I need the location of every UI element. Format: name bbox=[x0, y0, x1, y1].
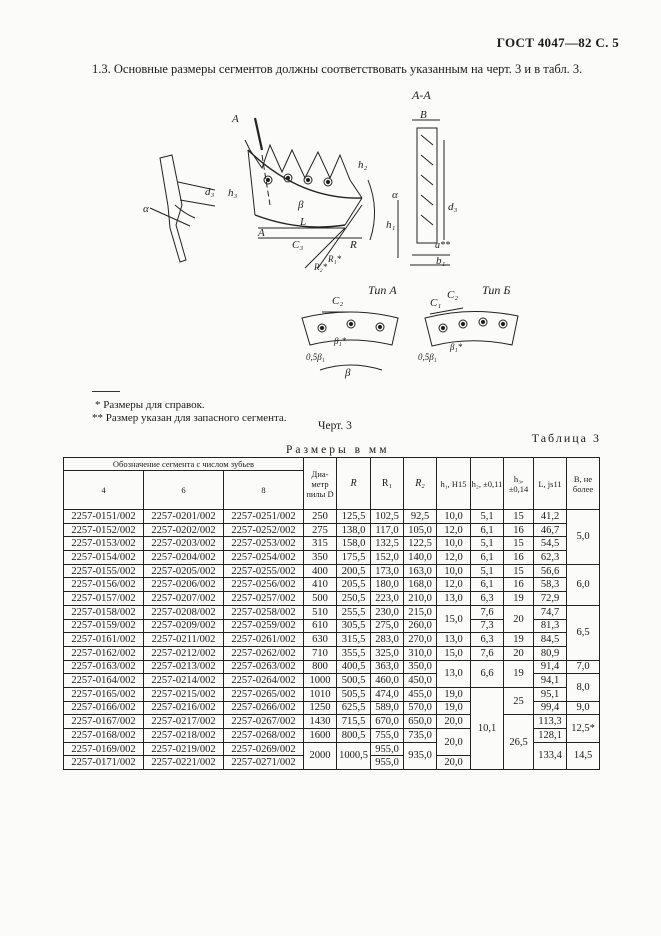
intro-paragraph: 1.3. Основные размеры сегментов должны соответствовать указанным на черт. 3 и в табл. 3. bbox=[92, 62, 583, 76]
cell-code6: 2257-0208/002 bbox=[144, 605, 224, 619]
fig-label-c2-a: C₂ bbox=[332, 295, 344, 307]
cell-h2: 6,1 bbox=[471, 523, 504, 537]
cell-h2: 7,6 bbox=[471, 646, 504, 660]
cell-r2: 650,0 bbox=[404, 715, 437, 729]
cell-r1: 955,0 bbox=[371, 756, 404, 770]
header-b: B, не более bbox=[567, 458, 600, 510]
cell-r: 255,5 bbox=[337, 605, 371, 619]
cell-code4: 2257-0162/002 bbox=[64, 646, 144, 660]
cell-h1: 10,0 bbox=[437, 564, 471, 578]
footnote-1: * Размеры для справок. bbox=[95, 399, 205, 411]
cell-code8: 2257-0267/002 bbox=[224, 715, 304, 729]
header-r: R bbox=[337, 458, 371, 510]
cell-h1: 12,0 bbox=[437, 523, 471, 537]
cell-code8: 2257-0255/002 bbox=[224, 564, 304, 578]
cell-r: 500,5 bbox=[337, 674, 371, 688]
cell-l: 81,3 bbox=[534, 619, 567, 633]
cell-r: 505,5 bbox=[337, 687, 371, 701]
cell-d: 500 bbox=[304, 592, 337, 606]
cell-l: 99,4 bbox=[534, 701, 567, 715]
cell-h3: 15 bbox=[504, 537, 534, 551]
cell-code6: 2257-0212/002 bbox=[144, 646, 224, 660]
footnote-rule bbox=[92, 391, 120, 392]
cell-d: 1010 bbox=[304, 687, 337, 701]
cell-l: 91,4 bbox=[534, 660, 567, 674]
cell-code6: 2257-0206/002 bbox=[144, 578, 224, 592]
fig-label-r1: R₁* bbox=[328, 254, 342, 264]
header-d: Диа-метр пилы D bbox=[304, 458, 337, 510]
cell-code6: 2257-0216/002 bbox=[144, 701, 224, 715]
header-segment-group: Обозначение сегмента с числом зубьев bbox=[64, 458, 304, 471]
cell-code8: 2257-0254/002 bbox=[224, 551, 304, 565]
cell-b: 7,0 bbox=[567, 660, 600, 674]
cell-r: 715,5 bbox=[337, 715, 371, 729]
fig-label-c1: C₁ bbox=[430, 297, 442, 309]
cell-l: 128,1 bbox=[534, 729, 567, 743]
cell-h1: 13,0 bbox=[437, 633, 471, 647]
cell-r2: 168,0 bbox=[404, 578, 437, 592]
cell-d: 510 bbox=[304, 605, 337, 619]
cell-code6: 2257-0205/002 bbox=[144, 564, 224, 578]
cell-code4: 2257-0167/002 bbox=[64, 715, 144, 729]
cell-h2: 6,1 bbox=[471, 551, 504, 565]
cell-code8: 2257-0264/002 bbox=[224, 674, 304, 688]
cell-r2: 163,0 bbox=[404, 564, 437, 578]
cell-code8: 2257-0257/002 bbox=[224, 592, 304, 606]
cell-h2: 5,1 bbox=[471, 537, 504, 551]
cell-code8: 2257-0253/002 bbox=[224, 537, 304, 551]
header-l: L, js11 bbox=[534, 458, 567, 510]
cell-h2: 6,6 bbox=[471, 660, 504, 687]
figure-caption: Черт. 3 bbox=[318, 420, 352, 432]
cell-r1: 955,0 bbox=[371, 742, 404, 756]
cell-code4: 2257-0159/002 bbox=[64, 619, 144, 633]
cell-h3: 16 bbox=[504, 523, 534, 537]
cell-h3: 16 bbox=[504, 551, 534, 565]
cell-r2: 350,0 bbox=[404, 660, 437, 674]
fig-label-beta1-a: β₁* bbox=[334, 336, 347, 346]
cell-r1: 102,5 bbox=[371, 510, 404, 524]
cell-h1: 15,0 bbox=[437, 605, 471, 632]
cell-r1: 180,0 bbox=[371, 578, 404, 592]
cell-d: 1430 bbox=[304, 715, 337, 729]
header-h3: h₃, ±0,14 bbox=[504, 458, 534, 510]
cell-code8: 2257-0266/002 bbox=[224, 701, 304, 715]
fig-label-r2: R₂* bbox=[314, 262, 328, 272]
cell-code8: 2257-0269/002 bbox=[224, 742, 304, 756]
cell-code6: 2257-0203/002 bbox=[144, 537, 224, 551]
cell-code4: 2257-0169/002 bbox=[64, 742, 144, 756]
cell-code4: 2257-0152/002 bbox=[64, 523, 144, 537]
cell-r2: 140,0 bbox=[404, 551, 437, 565]
cell-l: 80,9 bbox=[534, 646, 567, 660]
cell-d: 1600 bbox=[304, 729, 337, 743]
cell-r2: 260,0 bbox=[404, 619, 437, 633]
cell-d: 610 bbox=[304, 619, 337, 633]
cell-code8: 2257-0265/002 bbox=[224, 687, 304, 701]
cell-code4: 2257-0168/002 bbox=[64, 729, 144, 743]
cell-d: 630 bbox=[304, 633, 337, 647]
cell-code6: 2257-0221/002 bbox=[144, 756, 224, 770]
cell-h1: 15,0 bbox=[437, 646, 471, 660]
cell-r2: 210,0 bbox=[404, 592, 437, 606]
cell-code4: 2257-0154/002 bbox=[64, 551, 144, 565]
cell-b: 8,0 bbox=[567, 674, 600, 701]
cell-h3: 20 bbox=[504, 605, 534, 632]
header-r1: R₁ bbox=[371, 458, 404, 510]
fig-label-r: R bbox=[350, 239, 357, 251]
cell-r: 200,5 bbox=[337, 564, 371, 578]
cell-h1: 13,0 bbox=[437, 660, 471, 687]
table-row bbox=[64, 510, 600, 524]
cell-h3: 26,5 bbox=[504, 715, 534, 770]
cell-h3: 16 bbox=[504, 578, 534, 592]
cell-h1: 10,0 bbox=[437, 510, 471, 524]
table-row bbox=[64, 605, 600, 619]
cell-code4: 2257-0157/002 bbox=[64, 592, 144, 606]
cell-h2: 10,1 bbox=[471, 687, 504, 769]
cell-code6: 2257-0211/002 bbox=[144, 633, 224, 647]
cell-d: 350 bbox=[304, 551, 337, 565]
cell-r: 1000,5 bbox=[337, 742, 371, 769]
cell-code4: 2257-0166/002 bbox=[64, 701, 144, 715]
cell-h1: 12,0 bbox=[437, 578, 471, 592]
cell-h3: 15 bbox=[504, 564, 534, 578]
cell-h3: 15 bbox=[504, 510, 534, 524]
cell-code4: 2257-0151/002 bbox=[64, 510, 144, 524]
cell-r: 125,5 bbox=[337, 510, 371, 524]
fig-label-l: L bbox=[300, 216, 307, 228]
fig-label-beta1-b: β₁* bbox=[450, 342, 463, 352]
table-row bbox=[64, 564, 600, 578]
fig-label-b: B bbox=[420, 109, 427, 121]
cell-r1: 117,0 bbox=[371, 523, 404, 537]
cell-code4: 2257-0163/002 bbox=[64, 660, 144, 674]
cell-l: 62,3 bbox=[534, 551, 567, 565]
cell-code6: 2257-0204/002 bbox=[144, 551, 224, 565]
cell-h2: 7,3 bbox=[471, 619, 504, 633]
cell-r1: 230,0 bbox=[371, 605, 404, 619]
cell-r: 625,5 bbox=[337, 701, 371, 715]
cell-r: 138,0 bbox=[337, 523, 371, 537]
fig-label-alpha-right: α bbox=[392, 189, 398, 201]
table-row bbox=[64, 523, 600, 537]
cell-code8: 2257-0271/002 bbox=[224, 756, 304, 770]
cell-code6: 2257-0207/002 bbox=[144, 592, 224, 606]
cell-code8: 2257-0268/002 bbox=[224, 729, 304, 743]
cell-r: 800,5 bbox=[337, 729, 371, 743]
cell-r1: 474,0 bbox=[371, 687, 404, 701]
cell-l: 72,9 bbox=[534, 592, 567, 606]
cell-r2: 935,0 bbox=[404, 742, 437, 769]
cell-code6: 2257-0217/002 bbox=[144, 715, 224, 729]
cell-r2: 570,0 bbox=[404, 701, 437, 715]
header-r2: R₂ bbox=[404, 458, 437, 510]
cell-code8: 2257-0251/002 bbox=[224, 510, 304, 524]
cell-code8: 2257-0252/002 bbox=[224, 523, 304, 537]
cell-h1: 12,0 bbox=[437, 551, 471, 565]
cell-d: 250 bbox=[304, 510, 337, 524]
cell-r: 205,5 bbox=[337, 578, 371, 592]
cell-b: 6,5 bbox=[567, 605, 600, 660]
tooth-detail-view bbox=[150, 155, 215, 262]
cell-r: 250,5 bbox=[337, 592, 371, 606]
cell-l: 95,1 bbox=[534, 687, 567, 701]
fig-label-beta-a: β bbox=[345, 367, 351, 379]
cell-h2: 6,3 bbox=[471, 633, 504, 647]
cell-b: 5,0 bbox=[567, 510, 600, 565]
cell-h2: 5,1 bbox=[471, 510, 504, 524]
cell-r1: 460,0 bbox=[371, 674, 404, 688]
cell-code6: 2257-0219/002 bbox=[144, 742, 224, 756]
page-header: ГОСТ 4047—82 С. 5 bbox=[496, 35, 619, 50]
fig-label-a2: a** bbox=[435, 240, 450, 251]
fig-label-cut-a: A bbox=[232, 113, 239, 125]
cell-code8: 2257-0263/002 bbox=[224, 660, 304, 674]
cell-d: 1000 bbox=[304, 674, 337, 688]
cell-code4: 2257-0155/002 bbox=[64, 564, 144, 578]
cell-code8: 2257-0261/002 bbox=[224, 633, 304, 647]
cell-l: 54,5 bbox=[534, 537, 567, 551]
cell-h1: 19,0 bbox=[437, 701, 471, 715]
header-h2: h₂, ±0,11 bbox=[471, 458, 504, 510]
cell-code4: 2257-0158/002 bbox=[64, 605, 144, 619]
cell-l: 56,6 bbox=[534, 564, 567, 578]
fig-label-c3: C₃ bbox=[292, 239, 304, 251]
table-row bbox=[64, 715, 600, 729]
cell-d: 275 bbox=[304, 523, 337, 537]
fig-label-h1: h₁ bbox=[386, 219, 396, 231]
cell-code6: 2257-0218/002 bbox=[144, 729, 224, 743]
cell-r2: 735,0 bbox=[404, 729, 437, 743]
drawing-3 bbox=[0, 0, 661, 395]
cell-l: 46,7 bbox=[534, 523, 567, 537]
cell-r1: 363,0 bbox=[371, 660, 404, 674]
cell-r2: 270,0 bbox=[404, 633, 437, 647]
fig-label-h2: h₂ bbox=[358, 159, 368, 171]
fig-label-h3: h₃ bbox=[228, 187, 238, 199]
fig-label-type-b: Тип Б bbox=[482, 283, 511, 297]
table-row bbox=[64, 592, 600, 606]
cell-h2: 5,1 bbox=[471, 564, 504, 578]
fig-label-half-beta1-a: 0,5β₁ bbox=[306, 352, 325, 362]
cell-h3: 19 bbox=[504, 660, 534, 687]
cell-d: 800 bbox=[304, 660, 337, 674]
cell-h1: 13,0 bbox=[437, 592, 471, 606]
cell-code8: 2257-0262/002 bbox=[224, 646, 304, 660]
cell-h1: 19,0 bbox=[437, 687, 471, 701]
cell-code4: 2257-0161/002 bbox=[64, 633, 144, 647]
cell-r: 158,0 bbox=[337, 537, 371, 551]
cell-l: 74,7 bbox=[534, 605, 567, 619]
cell-r2: 310,0 bbox=[404, 646, 437, 660]
cell-b: 9,0 bbox=[567, 701, 600, 715]
cell-r1: 173,0 bbox=[371, 564, 404, 578]
cell-h2: 6,3 bbox=[471, 592, 504, 606]
cell-r: 315,5 bbox=[337, 633, 371, 647]
cell-h1: 20,0 bbox=[437, 715, 471, 729]
cell-b: 12,5* bbox=[567, 715, 600, 742]
cell-code6: 2257-0215/002 bbox=[144, 687, 224, 701]
cell-r: 305,5 bbox=[337, 619, 371, 633]
cell-r2: 92,5 bbox=[404, 510, 437, 524]
cell-r1: 132,5 bbox=[371, 537, 404, 551]
cell-code4: 2257-0164/002 bbox=[64, 674, 144, 688]
dimensions-table bbox=[63, 457, 600, 770]
cell-h1: 20,0 bbox=[437, 729, 471, 756]
cell-code6: 2257-0201/002 bbox=[144, 510, 224, 524]
cell-r: 355,5 bbox=[337, 646, 371, 660]
cell-r1: 283,0 bbox=[371, 633, 404, 647]
cell-code4: 2257-0165/002 bbox=[64, 687, 144, 701]
cell-code6: 2257-0213/002 bbox=[144, 660, 224, 674]
fig-label-half-beta1-b: 0,5β₁ bbox=[418, 352, 437, 362]
cell-r2: 215,0 bbox=[404, 605, 437, 619]
table-row bbox=[64, 687, 600, 701]
cell-b: 14,5 bbox=[567, 742, 600, 769]
cell-l: 113,3 bbox=[534, 715, 567, 729]
cell-d: 2000 bbox=[304, 742, 337, 769]
cell-code4: 2257-0153/002 bbox=[64, 537, 144, 551]
cell-d: 710 bbox=[304, 646, 337, 660]
fig-label-d3-section: d₃ bbox=[448, 201, 458, 213]
table-row bbox=[64, 633, 600, 647]
header-teeth-4: 4 bbox=[64, 471, 144, 510]
cell-r1: 670,0 bbox=[371, 715, 404, 729]
cell-code8: 2257-0256/002 bbox=[224, 578, 304, 592]
table-row bbox=[64, 551, 600, 565]
table-title: Размеры в мм bbox=[286, 444, 390, 456]
table-row bbox=[64, 660, 600, 674]
cell-r1: 589,0 bbox=[371, 701, 404, 715]
cell-r1: 223,0 bbox=[371, 592, 404, 606]
cell-d: 315 bbox=[304, 537, 337, 551]
fig-label-beta: β bbox=[298, 199, 304, 211]
cell-l: 94,1 bbox=[534, 674, 567, 688]
cell-code6: 2257-0209/002 bbox=[144, 619, 224, 633]
cell-l: 41,2 bbox=[534, 510, 567, 524]
header-teeth-8: 8 bbox=[224, 471, 304, 510]
cell-h2: 6,1 bbox=[471, 578, 504, 592]
footnote-2: ** Размер указан для запасного сегмента. bbox=[92, 412, 287, 424]
cell-r1: 275,0 bbox=[371, 619, 404, 633]
cell-h3: 19 bbox=[504, 592, 534, 606]
fig-label-d3: d₃ bbox=[205, 186, 215, 198]
cell-r1: 755,0 bbox=[371, 729, 404, 743]
cell-code4: 2257-0156/002 bbox=[64, 578, 144, 592]
cell-code6: 2257-0214/002 bbox=[144, 674, 224, 688]
cell-h3: 20 bbox=[504, 646, 534, 660]
cell-h2: 7,6 bbox=[471, 605, 504, 619]
cell-r: 175,5 bbox=[337, 551, 371, 565]
cell-l: 58,3 bbox=[534, 578, 567, 592]
fig-label-section: А-А bbox=[412, 88, 431, 102]
cell-code8: 2257-0259/002 bbox=[224, 619, 304, 633]
cell-r2: 122,5 bbox=[404, 537, 437, 551]
fig-label-alpha-left: α bbox=[143, 203, 149, 215]
cell-d: 410 bbox=[304, 578, 337, 592]
table-row bbox=[64, 646, 600, 660]
cell-r2: 450,0 bbox=[404, 674, 437, 688]
fig-label-c2-b: C₂ bbox=[447, 289, 459, 301]
cell-r1: 152,0 bbox=[371, 551, 404, 565]
cell-l: 84,5 bbox=[534, 633, 567, 647]
cell-b: 6,0 bbox=[567, 564, 600, 605]
type-b-view bbox=[425, 308, 518, 346]
cell-r1: 325,0 bbox=[371, 646, 404, 660]
cell-h3: 25 bbox=[504, 687, 534, 714]
cell-h1: 20,0 bbox=[437, 756, 471, 770]
cell-r2: 455,0 bbox=[404, 687, 437, 701]
cell-r2: 105,0 bbox=[404, 523, 437, 537]
cell-code6: 2257-0202/002 bbox=[144, 523, 224, 537]
cell-l: 133,4 bbox=[534, 742, 567, 769]
table-label: Таблица 3 bbox=[531, 431, 601, 445]
fig-label-type-a: Тип A bbox=[368, 283, 397, 297]
cell-code4: 2257-0171/002 bbox=[64, 756, 144, 770]
cell-h1: 10,0 bbox=[437, 537, 471, 551]
cell-d: 1250 bbox=[304, 701, 337, 715]
cell-h3: 19 bbox=[504, 633, 534, 647]
fig-label-b1: b₁ bbox=[436, 255, 446, 267]
table-row bbox=[64, 537, 600, 551]
cell-code8: 2257-0258/002 bbox=[224, 605, 304, 619]
cell-d: 400 bbox=[304, 564, 337, 578]
header-h1: h₁, H15 bbox=[437, 458, 471, 510]
header-teeth-6: 6 bbox=[144, 471, 224, 510]
table-row bbox=[64, 578, 600, 592]
cell-r: 400,5 bbox=[337, 660, 371, 674]
fig-label-a: A bbox=[258, 227, 265, 239]
